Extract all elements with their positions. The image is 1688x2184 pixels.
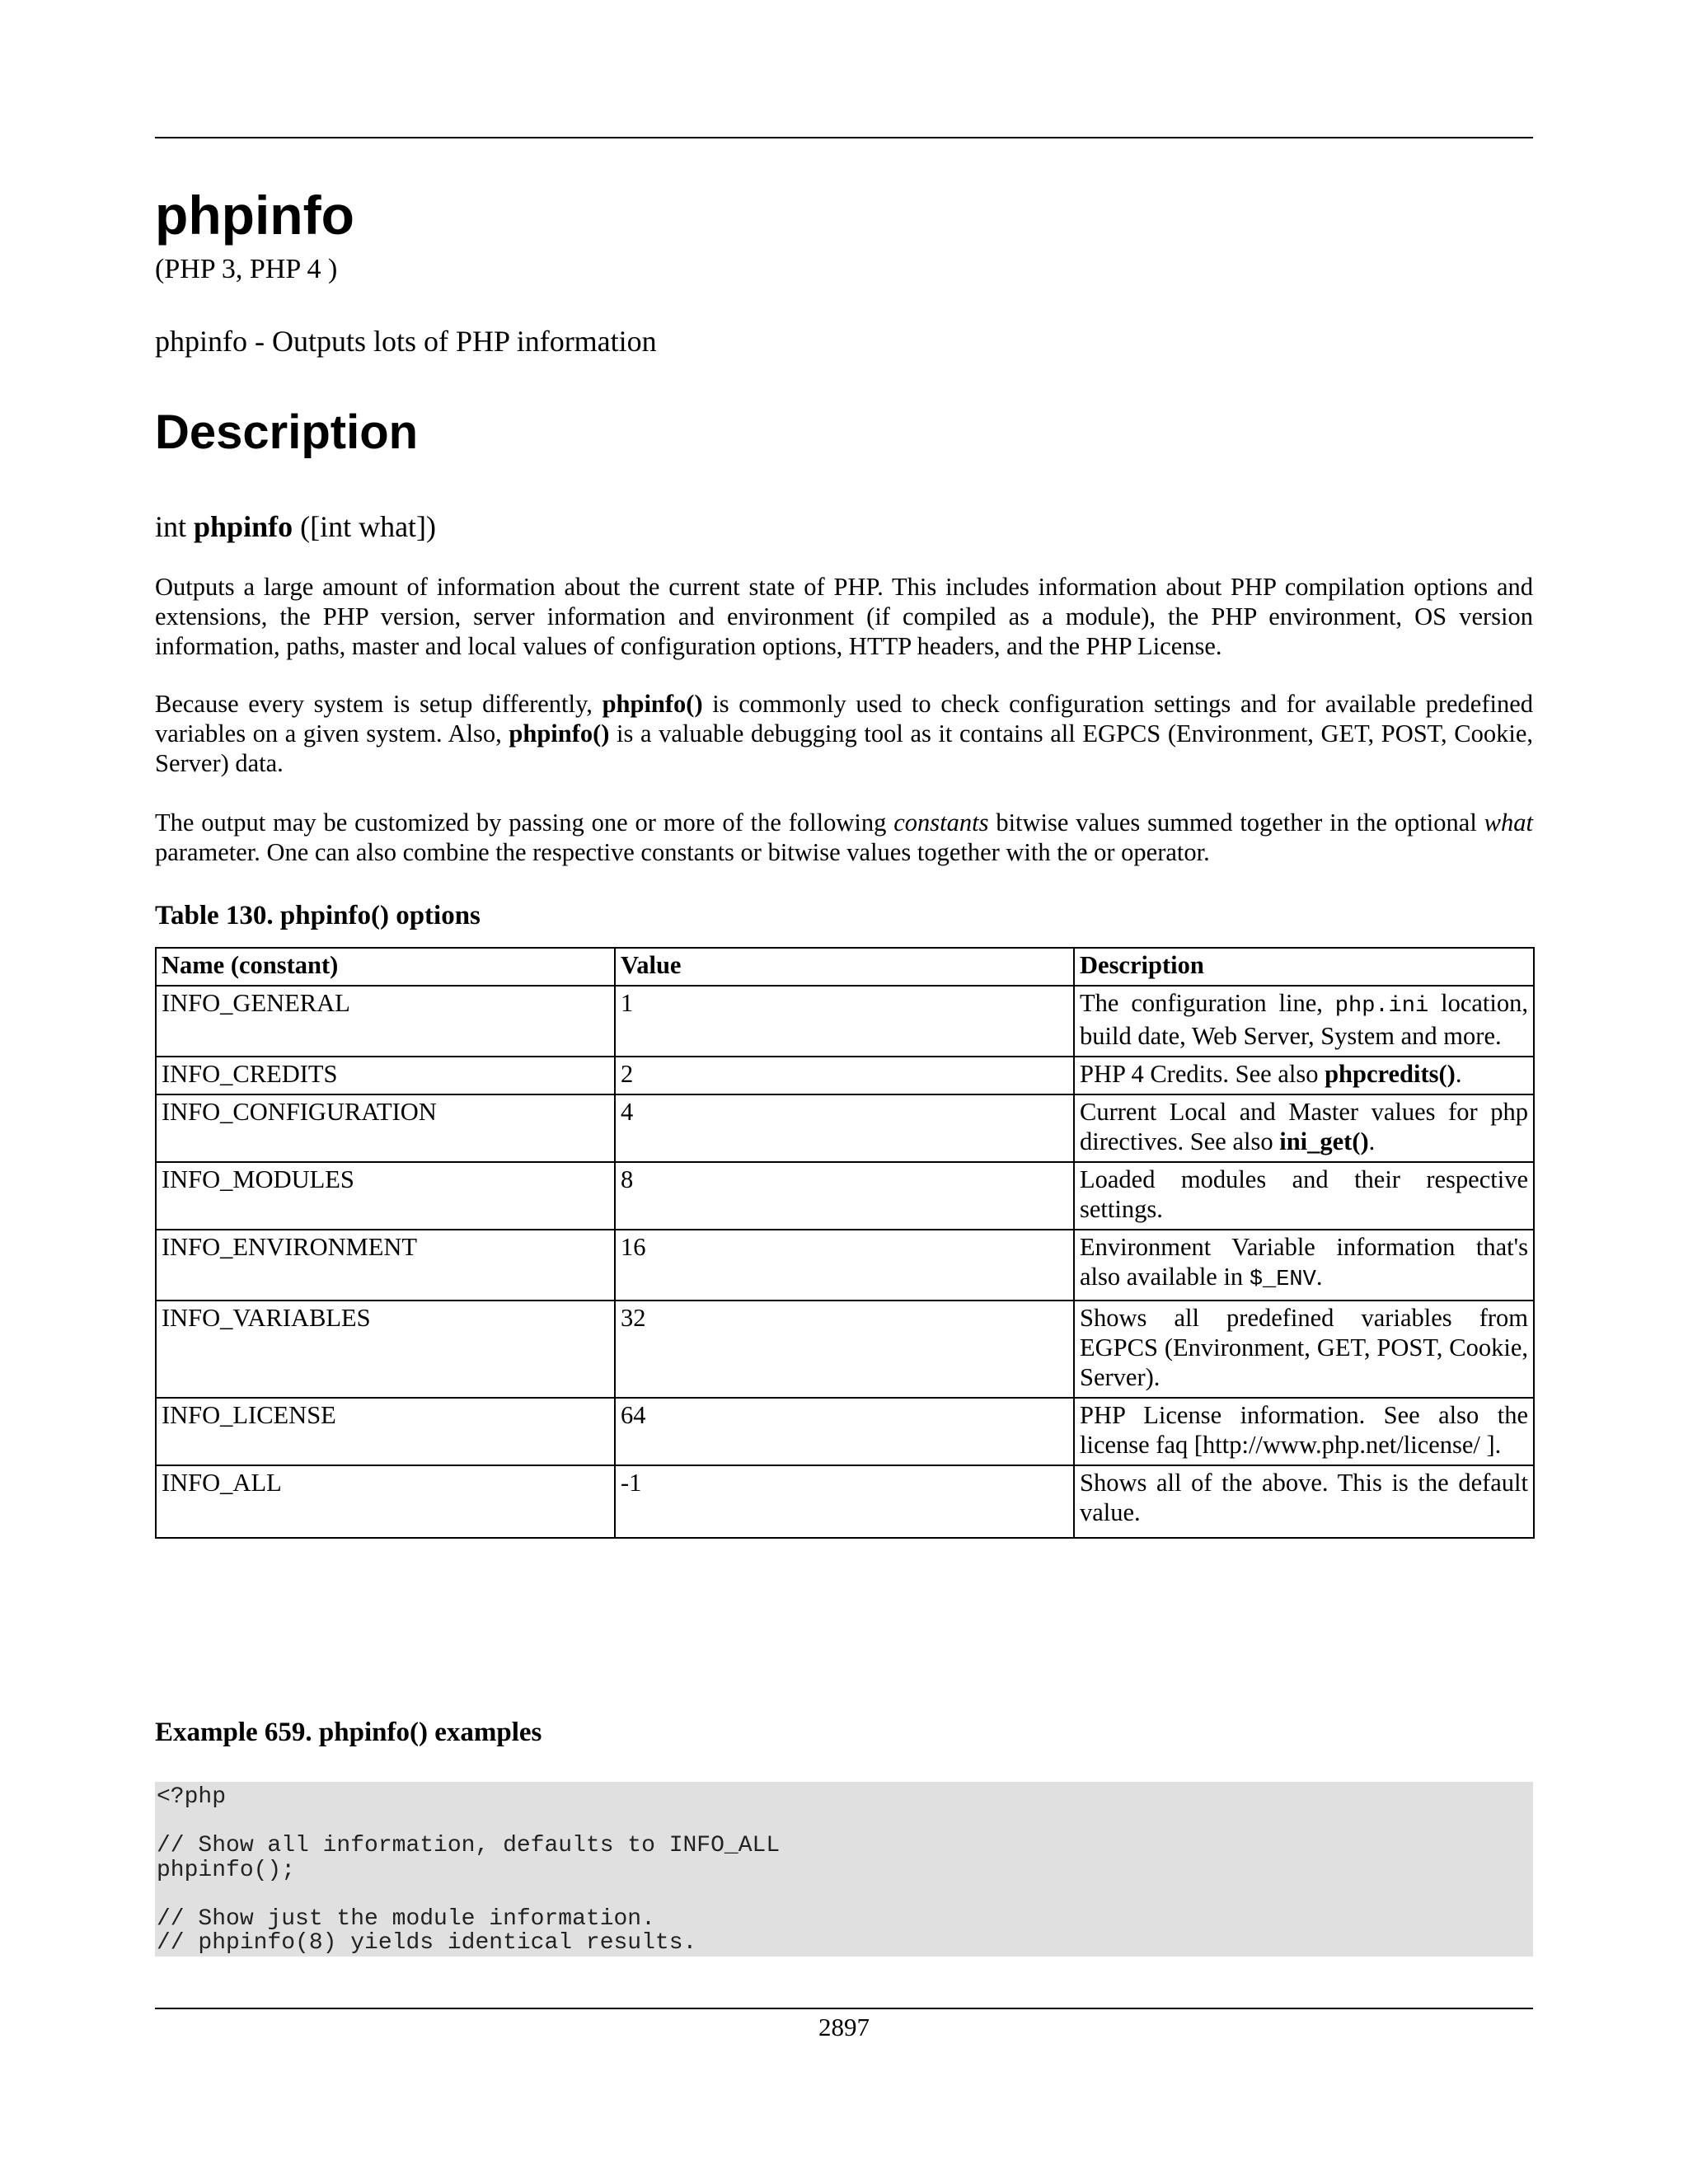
column-header-description: Description: [1074, 948, 1534, 986]
constant-description-cell: [1074, 1230, 1534, 1301]
table-title: Table 130. phpinfo() options: [155, 901, 481, 930]
constant-value-cell: 64: [615, 1398, 1074, 1465]
constant-name-cell: INFO_CREDITS: [156, 1057, 615, 1094]
constant-name-cell: INFO_ENVIRONMENT: [156, 1230, 615, 1301]
function-ref-phpinfo: phpinfo(): [602, 690, 703, 718]
function-synopsis: [155, 512, 436, 541]
table-row: [156, 1057, 1534, 1094]
description-text: .: [1455, 1060, 1462, 1088]
table-row: [156, 1162, 1534, 1230]
function-ref: ini_get(): [1279, 1127, 1369, 1155]
code-line: [157, 1810, 1531, 1835]
description-paragraph-2: [155, 689, 1533, 778]
constant-name-cell: INFO_ALL: [156, 1465, 615, 1538]
table-row: [156, 1230, 1534, 1301]
code-line: [157, 1882, 1531, 1907]
constant-name-cell: INFO_MODULES: [156, 1162, 615, 1230]
constant-description-cell: Shows all of the above. This is the default value.: [1074, 1465, 1534, 1538]
example-title: Example 659. phpinfo() examples: [155, 1718, 542, 1747]
version-info: (PHP 3, PHP 4 ): [155, 254, 338, 284]
description-paragraph-1: Outputs a large amount of information about the current state of PHP. This includes information about PHP compilation options and extensions, the PHP version, server information and environment (if compiled as a module), the PHP environment, OS version information, paths, master and local values of configuration options, HTTP headers, and the PHP License.: [155, 573, 1533, 660]
table-row: [156, 986, 1534, 1057]
para3-text-1: The output may be customized by passing one or more of the following: [155, 808, 894, 837]
code-line: phpinfo();: [157, 1857, 296, 1883]
page-number: 2897: [818, 2013, 870, 2041]
code-line: // phpinfo(8) yields identical results.: [157, 1930, 697, 1956]
page-title: phpinfo: [155, 185, 354, 246]
code-example-block: [155, 1782, 1533, 1957]
constant-value-cell: 8: [615, 1162, 1074, 1230]
description-text: Environment Variable information that's also available in: [1080, 1233, 1528, 1291]
code-literal: $_ENV: [1249, 1268, 1316, 1292]
table-row: [156, 1301, 1534, 1398]
code-line: <?php: [157, 1784, 227, 1810]
constant-description-cell: Shows all predefined variables from EGPCS (Environment, GET, POST, Cookie, Server).: [1074, 1301, 1534, 1398]
constant-value-cell: 16: [615, 1230, 1074, 1301]
constant-value-cell: 32: [615, 1301, 1074, 1398]
synopsis-return-type: int: [155, 510, 187, 543]
constant-value-cell: -1: [615, 1465, 1074, 1538]
table-row: [156, 1094, 1534, 1162]
description-text: Current Local and Master values for php directives. See also: [1080, 1098, 1528, 1155]
description-text: location, build date, Web Server, System and more.: [1080, 989, 1528, 1050]
constant-name-cell: INFO_VARIABLES: [156, 1301, 615, 1398]
description-text: The configuration line,: [1080, 989, 1335, 1017]
description-paragraph-3: [155, 808, 1533, 867]
para2-text-2: is commonly used to check configuration settings and for available predefined variables on a given system. Also,: [155, 690, 1533, 748]
column-header-value: Value: [615, 948, 1074, 986]
function-ref: phpcredits(): [1325, 1060, 1456, 1088]
synopsis-function-name: phpinfo: [194, 510, 293, 543]
column-header-name: Name (constant): [156, 948, 615, 986]
para3-text-3: parameter. One can also combine the respective constants or bitwise values together with the or operator.: [155, 838, 1210, 866]
description-text: PHP 4 Credits. See also: [1080, 1060, 1325, 1088]
description-text: .: [1368, 1127, 1376, 1155]
constant-name-cell: INFO_GENERAL: [156, 986, 615, 1057]
synopsis-params: ([int what]): [300, 510, 437, 543]
constant-value-cell: 2: [615, 1057, 1074, 1094]
constant-name-cell: INFO_LICENSE: [156, 1398, 615, 1465]
document-page: [155, 0, 1533, 2184]
constant-value-cell: 1: [615, 986, 1074, 1057]
constant-description-cell: PHP License information. See also the license faq [http://www.php.net/license/ ].: [1074, 1398, 1534, 1465]
table-row: [156, 1398, 1534, 1465]
code-literal: php.ini: [1334, 994, 1429, 1019]
code-line: // Show just the module information.: [157, 1905, 655, 1932]
constant-value-cell: 4: [615, 1094, 1074, 1162]
para2-text-3: is a valuable debugging tool as it contains all EGPCS (Environment, GET, POST, Cookie, Server) data.: [155, 719, 1534, 777]
constant-description-cell: Loaded modules and their respective settings.: [1074, 1162, 1534, 1230]
constant-description-cell: [1074, 1094, 1534, 1162]
constant-name-cell: INFO_CONFIGURATION: [156, 1094, 615, 1162]
emphasis-what: what: [1484, 808, 1533, 837]
function-ref-phpinfo: phpinfo(): [509, 719, 610, 748]
footer-rule: [155, 2008, 1533, 2009]
constant-description-cell: [1074, 986, 1534, 1057]
table-row: [156, 1465, 1534, 1538]
description-text: .: [1315, 1263, 1323, 1291]
constant-description-cell: [1074, 1057, 1534, 1094]
table-header-row: [156, 948, 1534, 986]
header-rule: [155, 137, 1533, 138]
para2-text-1: Because every system is setup differently,: [155, 690, 603, 718]
section-heading-description: Description: [155, 405, 419, 459]
options-table: [155, 947, 1535, 1539]
ref-purpose: phpinfo - Outputs lots of PHP information: [155, 325, 657, 358]
code-line: // Show all information, defaults to INFO_ALL: [157, 1833, 781, 1858]
para3-text-2: bitwise values summed together in the optional: [988, 808, 1484, 837]
emphasis-constants: constants: [893, 808, 989, 837]
